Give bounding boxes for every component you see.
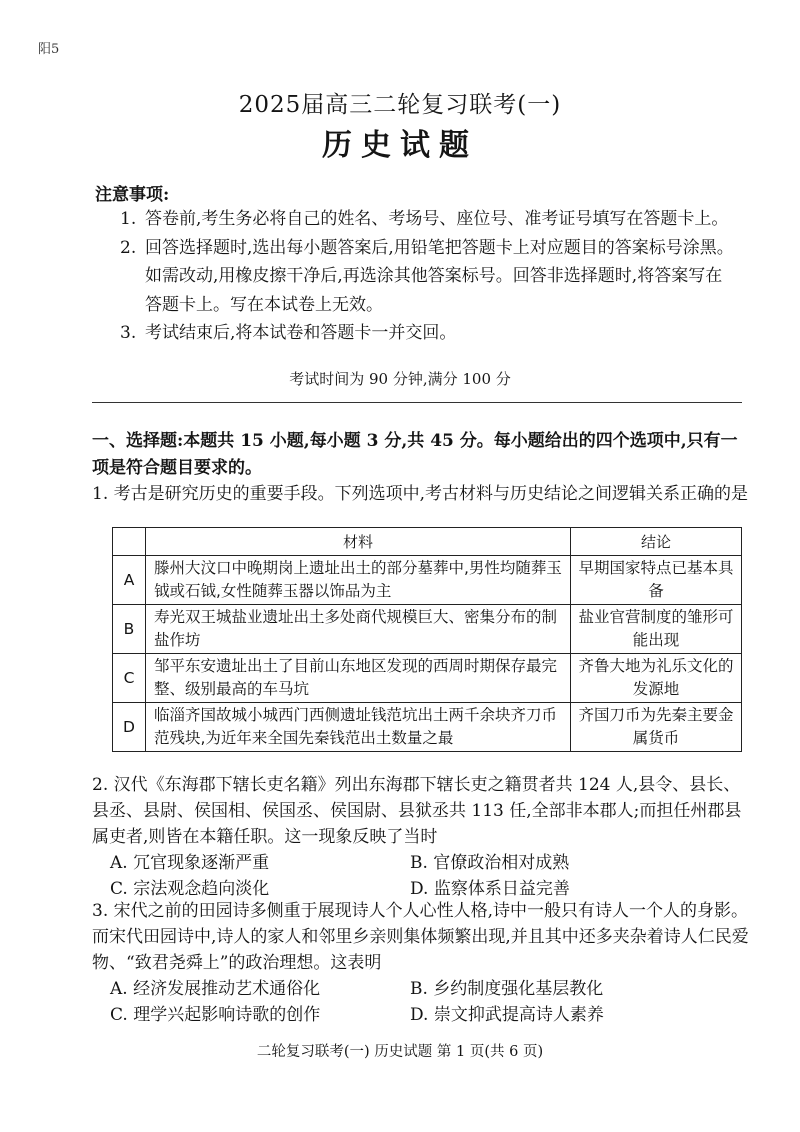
row-label: A xyxy=(113,556,146,605)
table-row xyxy=(113,556,742,605)
exam-title: 2025届高三二轮复习联考(一) xyxy=(238,92,562,118)
corner-mark: 阳5 xyxy=(38,42,60,57)
table-header xyxy=(113,528,146,556)
question-2-options xyxy=(92,850,752,902)
section-heading: 一、选择题:本题共 15 小题,每小题 3 分,共 45 分。每小题给出的四个选项中,只有一项是符合题目要求的。 xyxy=(92,431,738,478)
row-label: C xyxy=(113,654,146,703)
row-label: B xyxy=(113,605,146,654)
option-b: B. 官僚政治相对成熟 xyxy=(410,853,570,873)
question-3-options xyxy=(92,976,752,1028)
notice-item-text: 考试结束后,将本试卷和答题卡一并交回。 xyxy=(145,323,457,343)
question-2-stem: 2. 汉代《东海郡下辖长吏名籍》列出东海郡下辖长吏之籍贯者共 124 人,县令、县长、县丞、县尉、侯国相、侯国丞、侯国尉、县狱丞共 113 任,全部非本郡人;而担任州郡县属吏者,则皆在本籍任职。这一现象反映了当时 xyxy=(92,775,742,847)
notice-item-text: 答卷前,考生务必将自己的姓名、考场号、座位号、准考证号填写在答题卡上。 xyxy=(145,209,729,229)
table-header-row xyxy=(113,528,742,556)
notice-item xyxy=(95,319,735,348)
option-c: C. 宗法观念趋向淡化 xyxy=(110,879,270,899)
question-3-stem: 3. 宋代之前的田园诗多侧重于展现诗人个人心性人格,诗中一般只有诗人一个人的身影。而宋代田园诗中,诗人的家人和邻里乡亲则集体频繁出现,并且其中还多夹杂着诗人仁民爱物、“致君尧舜上”的政治理想。这表明 xyxy=(92,901,749,973)
row-material: 寿光双王城盐业遗址出土多处商代规模巨大、密集分布的制盐作坊 xyxy=(146,605,571,654)
row-label: D xyxy=(113,703,146,752)
row-conclusion: 齐鲁大地为礼乐文化的发源地 xyxy=(571,654,742,703)
row-conclusion: 早期国家特点已基本具备 xyxy=(571,556,742,605)
notice-item-number: 1. xyxy=(120,209,137,229)
notice-list xyxy=(95,205,735,348)
row-material: 邹平东安遗址出土了目前山东地区发现的西周时期保存最完整、级别最高的车马坑 xyxy=(146,654,571,703)
table-header: 结论 xyxy=(571,528,742,556)
notice-item xyxy=(95,205,735,234)
row-material: 临淄齐国故城小城西门西侧遗址钱范坑出土两千余块齐刀币范残块,为近年来全国先秦钱范出土数量之最 xyxy=(146,703,571,752)
option-d: D. 崇文抑武提高诗人素养 xyxy=(410,1005,604,1025)
notice-heading: 注意事项: xyxy=(95,185,170,205)
option-d: D. 监察体系日益完善 xyxy=(410,879,570,899)
notice-item-number: 3. xyxy=(120,323,137,343)
notice-item-text: 回答选择题时,选出每小题答案后,用铅笔把答题卡上对应题目的答案标号涂黑。如需改动,用橡皮擦干净后,再选涂其他答案标号。回答非选择题时,将答案写在答题卡上。写在本试卷上无效。 xyxy=(145,237,734,315)
row-material: 滕州大汶口中晚期岗上遗址出土的部分墓葬中,男性均随葬玉钺或石钺,女性随葬玉器以饰品为主 xyxy=(146,556,571,605)
exam-time-line: 考试时间为 90 分钟,满分 100 分 xyxy=(289,370,511,388)
row-conclusion: 齐国刀币为先秦主要金属货币 xyxy=(571,703,742,752)
table-header: 材料 xyxy=(146,528,571,556)
question-1-stem: 1. 考古是研究历史的重要手段。下列选项中,考古材料与历史结论之间逻辑关系正确的是 xyxy=(92,484,749,504)
question-2 xyxy=(92,772,752,902)
question-1-table xyxy=(112,527,742,752)
option-c: C. 理学兴起影响诗歌的创作 xyxy=(110,1005,321,1025)
option-a: A. 经济发展推动艺术通俗化 xyxy=(110,979,321,999)
table-row xyxy=(113,703,742,752)
subject-title: 历史试题 xyxy=(322,128,478,163)
divider xyxy=(92,402,742,403)
notice-item-number: 2. xyxy=(120,237,137,258)
row-conclusion: 盐业官营制度的雏形可能出现 xyxy=(571,605,742,654)
page-footer: 二轮复习联考(一) 历史试题 第 1 页(共 6 页) xyxy=(256,1044,544,1060)
notice-item xyxy=(95,234,735,320)
table-row xyxy=(113,605,742,654)
question-3 xyxy=(92,898,752,1028)
option-b: B. 乡约制度强化基层教化 xyxy=(410,979,604,999)
table-row xyxy=(113,654,742,703)
option-a: A. 冗官现象逐渐严重 xyxy=(110,853,270,873)
